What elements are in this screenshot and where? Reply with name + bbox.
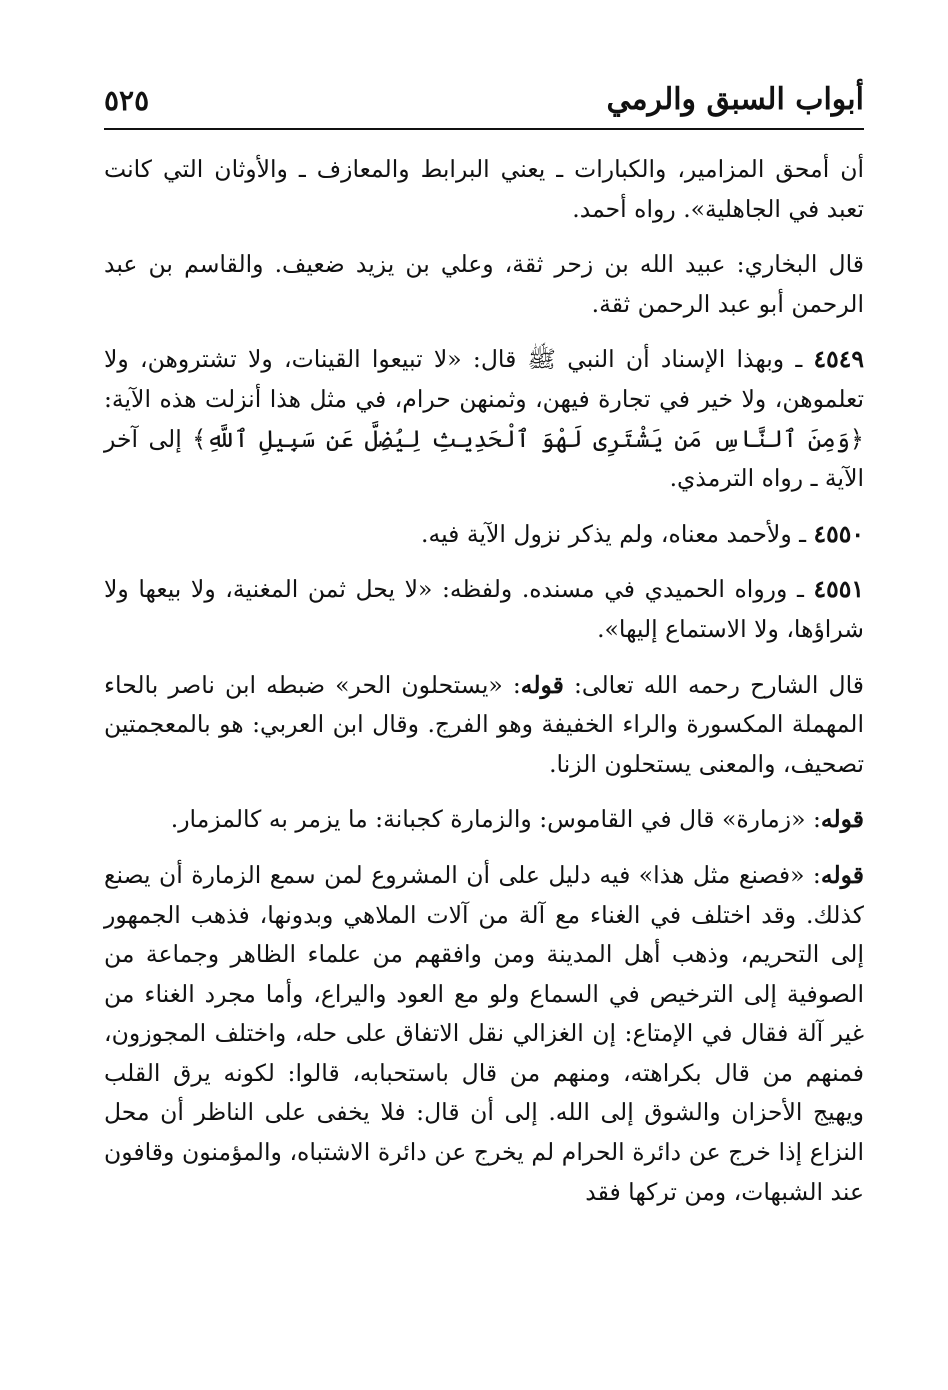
commentary-paragraph xyxy=(104,666,864,785)
paragraph-text: ـ وبهذا الإسناد أن النبي ﷺ قال: «لا تبيعوا القينات، ولا تشتروهن، ولا تعلموهن، ولا خير في تجارة فيهن، وثمنهن حرام، في مثل هذا أنزلت هذه الآية: xyxy=(104,345,864,413)
hadith-4551 xyxy=(104,570,864,649)
paragraph-text: : «زمارة» قال في القاموس: والزمارة كجبانة: ما يزمر به كالمزمار. xyxy=(170,805,821,834)
paragraph-text: أن أمحق المزامير، والكبارات ـ يعني البرابط والمعازف ـ والأوثان التي كانت تعبد في الجاهلية». رواه أحمد. xyxy=(104,155,864,223)
paragraph-text: إلى آخر الآية ـ رواه الترمذي. xyxy=(104,424,864,493)
page-header xyxy=(104,76,864,130)
commentary-paragraph xyxy=(104,856,864,1212)
hadith-4549 xyxy=(104,340,864,498)
paragraph-text: قال البخاري: عبيد الله بن زحر ثقة، وعلي بن يزيد ضعيف. والقاسم بن عبد الرحمن أبو عبد الرحمن ثقة. xyxy=(104,250,864,318)
qawluhu-label: قوله xyxy=(520,670,564,699)
chapter-title: أبواب السبق والرمي xyxy=(606,82,864,117)
page-body xyxy=(104,150,864,1228)
paragraph-text: : «فصنع مثل هذا» فيه دليل على أن المشروع لمن سمع الزمارة أن يصنع كذلك. وقد اختلف في الغناء مع آلة من آلات الملاهي وبدونها، فذهب الجمهور إلى التحريم، وذهب أهل المدينة ومن وافقهم من علماء الظاهر وجماعة من الصوفية إلى الترخيص في السماع ولو مع العود واليراع، وأما مجرد الغناء من غير آلة فقال في الإمتاع: إن الغزالي نقل الاتفاق على حله، واختلف المجوزون، فمنهم من قال بكراهته، ومنهم من قال باستحبابه، قالوا: لكونه يرق القلب ويهيج الأحزان والشوق إلى الله. إلى أن قال: فلا يخفى على الناظر أن محل النزاع إذا خرج عن دائرة الحرام لم يخرج عن دائرة الاشتباه، والمؤمنون وقافون عند الشبهات، ومن تركها فقد xyxy=(104,860,864,1206)
hadith-number: ٤٥٥٠ xyxy=(813,519,864,548)
paragraph-text: : «يستحلون الحر» ضبطه ابن ناصر بالحاء المهملة المكسورة والراء الخفيفة وهو الفرج. وقال ابن العربي: هو بالمعجمتين تصحيف، والمعنى يستحلون الزنا. xyxy=(104,670,864,778)
hadith-4550 xyxy=(104,515,864,555)
hadith-number: ٤٥٤٩ xyxy=(813,345,864,374)
hadith-number: ٤٥٥١ xyxy=(813,575,864,604)
paragraph-text: قال الشارح رحمه الله تعالى: xyxy=(563,670,864,699)
qawluhu-label: قوله xyxy=(820,805,864,834)
commentary-paragraph xyxy=(104,800,864,840)
paragraph-1 xyxy=(104,150,864,229)
qawluhu-label: قوله xyxy=(820,860,864,889)
paragraph-text: ـ ولأحمد معناه، ولم يذكر نزول الآية فيه. xyxy=(421,519,814,548)
paragraph-text: ـ ورواه الحميدي في مسنده. ولفظه: «لا يحل ثمن المغنية، ولا بيعها ولا شراؤها، ولا الاستماع إليها». xyxy=(104,575,864,643)
quran-verse: ﴿وَمِنَ ٱلنَّاسِ مَن يَشْتَرِى لَهْوَ ٱلْحَدِيثِ لِيُضِلَّ عَن سَبِيلِ ٱللَّهِ﴾ xyxy=(192,424,864,453)
paragraph-2 xyxy=(104,245,864,324)
page-number: ٥٢٥ xyxy=(104,84,150,117)
